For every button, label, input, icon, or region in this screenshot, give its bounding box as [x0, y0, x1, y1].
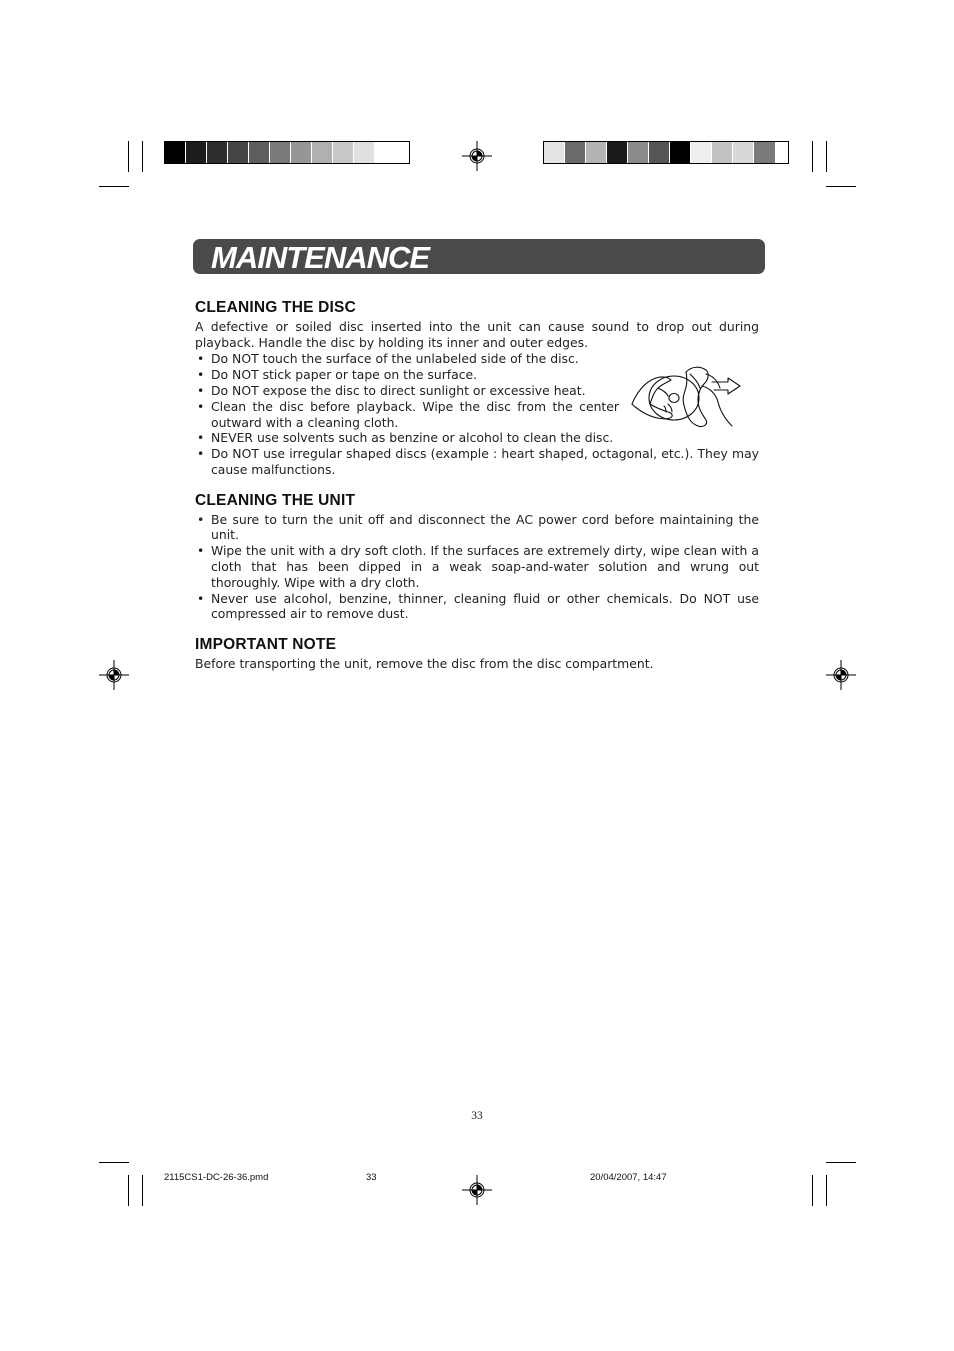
- color-swatch: [691, 142, 712, 163]
- crop-mark: [826, 1162, 856, 1163]
- crop-mark: [826, 1175, 827, 1206]
- list-item: • Do NOT touch the surface of the unlabeled side of the disc.: [195, 351, 759, 367]
- list-item: • Do NOT stick paper or tape on the surface.: [195, 367, 759, 383]
- section-heading: CLEANING THE UNIT: [195, 491, 356, 509]
- page-number: 33: [471, 1110, 483, 1122]
- color-swatch: [333, 142, 354, 163]
- color-swatch: [607, 142, 628, 163]
- footer-page: 33: [366, 1172, 377, 1183]
- registration-mark-icon: [462, 141, 492, 171]
- left-color-bar: [164, 141, 410, 164]
- crop-mark: [99, 186, 129, 187]
- section-heading: CLEANING THE DISC: [195, 299, 356, 316]
- color-swatch: [354, 142, 375, 163]
- crop-mark: [128, 141, 129, 172]
- color-swatch: [628, 142, 649, 163]
- color-swatch: [649, 142, 670, 163]
- crop-mark: [142, 141, 143, 172]
- crop-mark: [812, 141, 813, 172]
- title-banner: [193, 239, 765, 274]
- crop-mark: [128, 1175, 129, 1206]
- crop-mark: [812, 1175, 813, 1206]
- list-item: • Wipe the unit with a dry soft cloth. If the surfaces are extremely dirty, wipe clean with a cloth that has been dipped in a weak soap-and-water solution and wrung out thoroughly. Wipe with a dry cloth.: [195, 543, 759, 590]
- footer-timestamp: 20/04/2007, 14:47: [590, 1172, 667, 1183]
- color-swatch: [228, 142, 249, 163]
- color-swatch: [165, 142, 186, 163]
- color-swatch: [670, 142, 691, 163]
- color-swatch: [207, 142, 228, 163]
- color-swatch: [312, 142, 333, 163]
- list-item: • Do NOT use irregular shaped discs (example : heart shaped, octagonal, etc.). They may cause malfunctions.: [195, 446, 759, 478]
- crop-mark: [142, 1175, 143, 1206]
- section-cleaning-unit: [195, 493, 759, 622]
- color-swatch: [270, 142, 291, 163]
- note-text: Before transporting the unit, remove the disc from the disc compartment.: [195, 655, 654, 671]
- color-swatch: [733, 142, 754, 163]
- list-item: • NEVER use solvents such as benzine or alcohol to clean the disc.: [195, 430, 759, 446]
- list-item: • Never use alcohol, benzine, thinner, cleaning fluid or other chemicals. Do NOT use compressed air to remove dust.: [195, 591, 759, 623]
- registration-mark-icon: [826, 660, 856, 690]
- main-content: [195, 300, 759, 687]
- color-swatch: [586, 142, 607, 163]
- color-swatch: [544, 142, 565, 163]
- crop-mark: [99, 1162, 129, 1163]
- list-item: • Do NOT expose the disc to direct sunlight or excessive heat.: [195, 383, 619, 399]
- bullet-list: [195, 512, 759, 623]
- list-item: • Be sure to turn the unit off and disconnect the AC power cord before maintaining the unit.: [195, 512, 759, 544]
- color-swatch: [754, 142, 775, 163]
- crop-mark: [826, 141, 827, 172]
- color-swatch: [375, 142, 396, 163]
- color-swatch: [712, 142, 733, 163]
- disc-cleaning-hands-icon: [628, 364, 744, 434]
- registration-mark-icon: [99, 660, 129, 690]
- crop-mark: [826, 186, 856, 187]
- color-swatch: [186, 142, 207, 163]
- list-item: • Clean the disc before playback. Wipe the disc from the center outward with a cleaning cloth.: [195, 399, 619, 431]
- registration-mark-icon: [462, 1175, 492, 1205]
- color-swatch: [249, 142, 270, 163]
- section-important-note: [195, 637, 759, 672]
- footer-filename: 2115CS1-DC-26-36.pmd: [164, 1172, 269, 1183]
- page-title: MAINTENANCE: [211, 240, 430, 275]
- right-color-bar: [543, 141, 789, 164]
- section-heading: IMPORTANT NOTE: [195, 636, 337, 654]
- color-swatch: [565, 142, 586, 163]
- color-swatch: [291, 142, 312, 163]
- intro-paragraph: A defective or soiled disc inserted into the unit can cause sound to drop out during playback. Handle the disc by holding its inner and outer edges.: [195, 318, 759, 350]
